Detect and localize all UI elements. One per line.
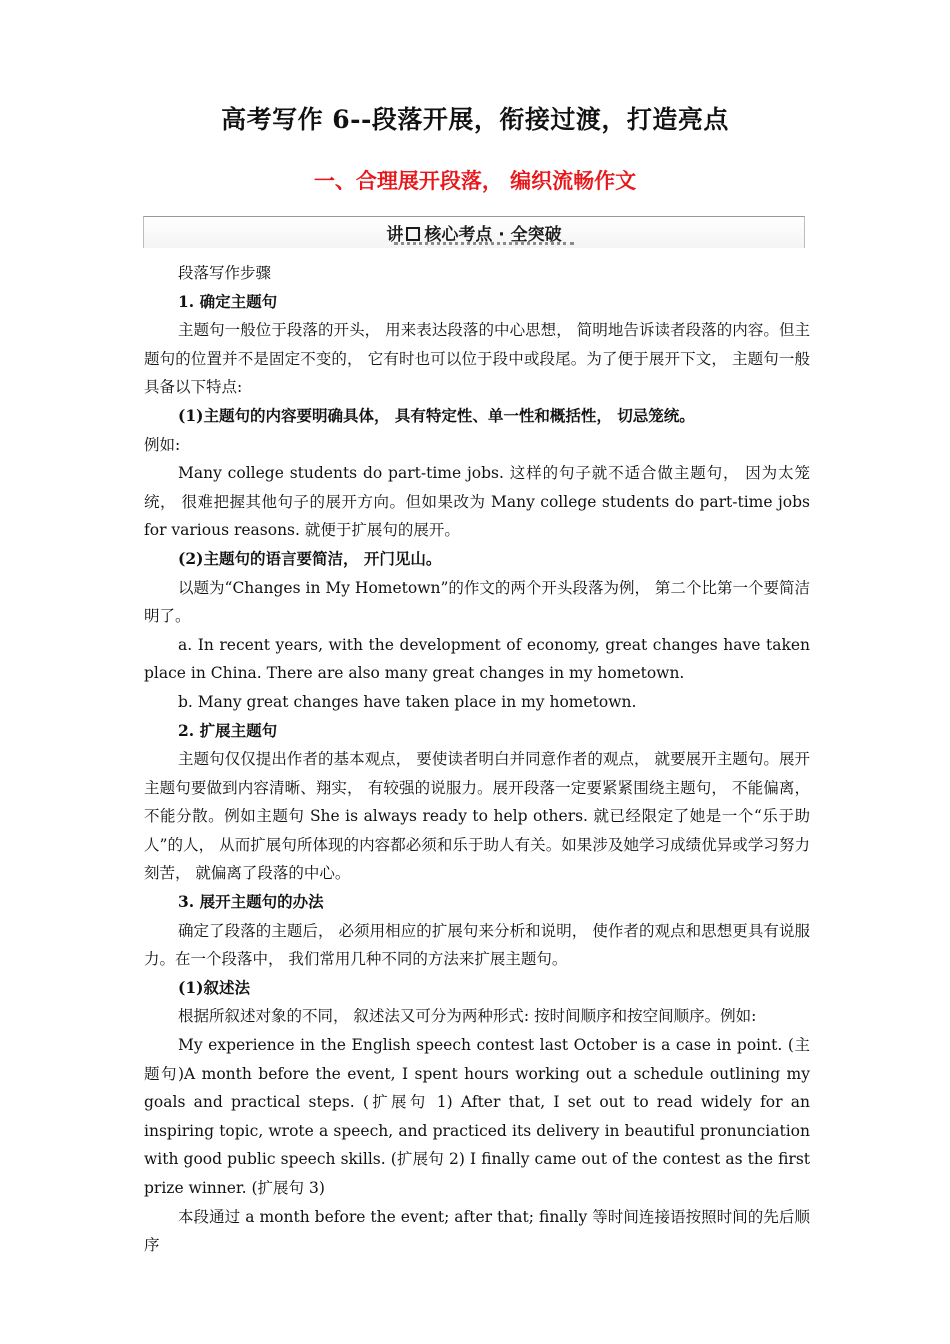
paragraph-intro: 段落写作步骤 (178, 264, 272, 282)
example-b: b. Many great changes have taken place in my hometown. (178, 692, 637, 711)
paragraph: 主题句一般位于段落的开头， 用来表达段落的中心思想， 简明地告诉读者段落的内容。但主题句的位置并不是固定不变的， 它有时也可以位于段中或段尾。为了便于展开下文， 主题句一般具备以下特点: (144, 321, 810, 397)
example-paragraph: My experience in the English speech contest last October is a case in point. (主题句)A month before the event, I spent hours working out a schedule outlining my goals and practical steps. (扩展句 1) After that, I set out to read widely for an inspiring topic, wrote a speech, and practiced its delivery in beautiful pronunciation with good public speech skills. (扩展句 2) I finally came out of the contest as the first prize winner. (扩展句 3) (144, 1036, 810, 1197)
example-a: a. In recent years, with the development of economy, great changes have taken place in China. There are also many great changes in my hometown. (144, 635, 810, 683)
section-heading: 一、合理展开段落， 编织流畅作文 (313, 168, 637, 193)
dotted-divider (394, 242, 574, 245)
heading-step-1: 1. 确定主题句 (178, 291, 278, 311)
square-icon (406, 227, 420, 241)
heading-step-3: 3. 展开主题句的办法 (178, 892, 324, 912)
paragraph: Many college students do part-time jobs. 这样的句子就不适合做主题句， 因为太笼统， 很难把握其他句子的展开方向。但如果改为 Many college students do part-time jobs for various reasons. 就便于扩展句的展开。 (144, 464, 810, 540)
paragraph: 例如: (144, 435, 181, 454)
paragraph: 以题为“Changes in My Hometown”的作文的两个开头段落为例， 第二个比第一个要简洁明了。 (144, 578, 810, 626)
subheading: (1)主题句的内容要明确具体， 具有特定性、单一性和概括性， 切忌笼统。 (178, 405, 695, 425)
banner (143, 216, 805, 248)
heading-step-2: 2. 扩展主题句 (178, 720, 278, 740)
paragraph: 本段通过 a month before the event; after that; finally 等时间连接语按照时间的先后顺序 (144, 1207, 810, 1255)
document-title: 高考写作 6--段落开展，衔接过渡，打造亮点 (221, 105, 729, 134)
subheading: (2)主题句的语言要简洁， 开门见山。 (178, 548, 442, 568)
banner-prefix: 讲 (386, 225, 404, 245)
subheading: (1)叙述法 (178, 977, 250, 997)
document-body (144, 259, 810, 1260)
paragraph: 主题句仅仅提出作者的基本观点， 要使读者明白并同意作者的观点， 就要展开主题句。展开主题句要做到内容清晰、翔实， 有较强的说服力。展开段落一定要紧紧围绕主题句， 不能偏离， 不能分散。例如主题句 She is always ready to help others. 就已经限定了她是一个“乐于助人”的人， 从而扩展句所体现的内容都必须和乐于助人有关。如果涉及她学习成绩优异或学习努力刻苦， 就偏离了段落的中心。 (144, 750, 810, 883)
paragraph: 根据所叙述对象的不同， 叙述法又可分为两种形式: 按时间顺序和按空间顺序。例如: (178, 1007, 757, 1026)
banner-label: 核心考点 · 全突破 (424, 225, 562, 245)
paragraph: 确定了段落的主题后， 必须用相应的扩展句来分析和说明， 使作者的观点和思想更具有说服力。在一个段落中， 我们常用几种不同的方法来扩展主题句。 (144, 921, 810, 969)
